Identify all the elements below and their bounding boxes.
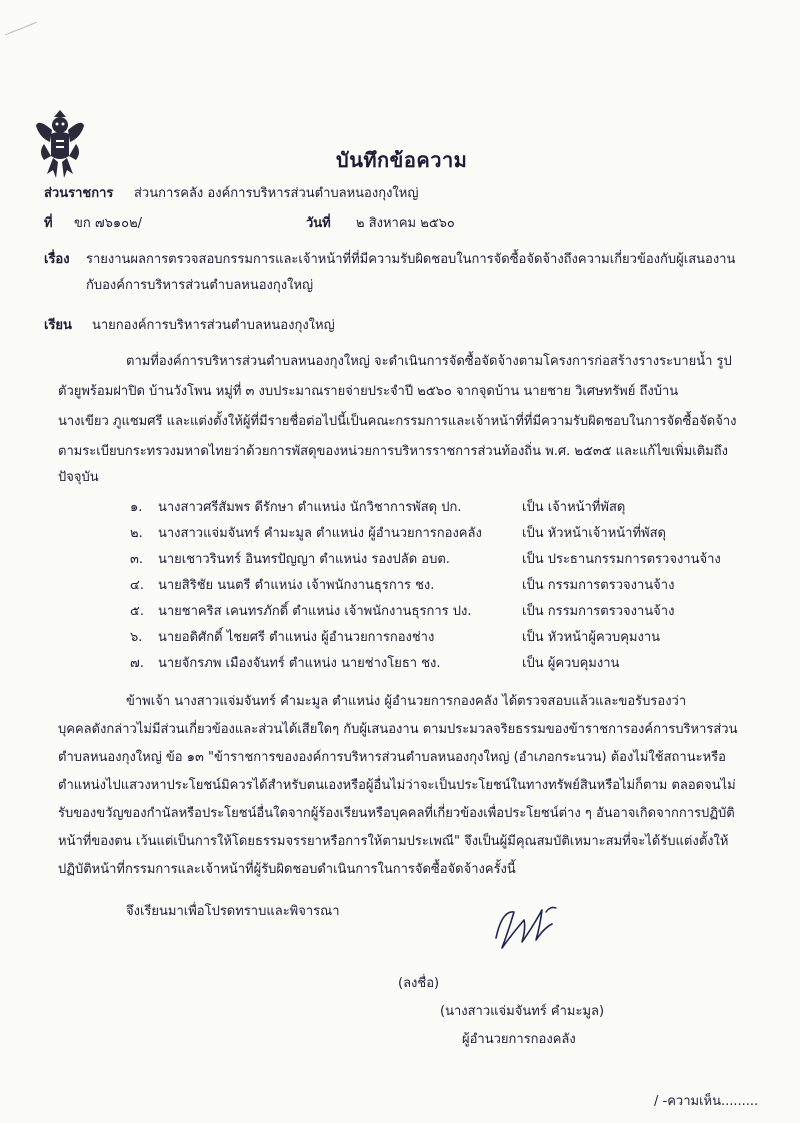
committee-name-4: นายสิริชัย นนตรี ตำแหน่ง เจ้าพนักงานธุรการ ชง. <box>158 578 435 593</box>
committee-name-7: นายจักรภพ เมืองจันทร์ ตำแหน่ง นายช่างโยธา ชง. <box>158 656 441 671</box>
date-label: วันที่ <box>306 216 331 231</box>
committee-num-7: ๗. <box>130 656 144 671</box>
paper-scratch-mark <box>5 22 37 36</box>
committee-name-6: นายอดิศักดิ์ ไชยศรี ตำแหน่ง ผู้อำนวยการกองช่าง <box>158 630 435 645</box>
dept-label: ส่วนราชการ <box>44 186 114 201</box>
date-value: ๒ สิงหาคม ๒๕๖๐ <box>356 216 455 231</box>
garuda-emblem-icon <box>34 108 86 180</box>
ref-value: ขก ๗๖๑๐๒/ <box>74 216 143 231</box>
para2-line-2: บุคคลดังกล่าวไม่มีส่วนเกี่ยวข้องและส่วนได้เสียใดๆ กับผู้เสนองาน ตามประมวลจริยธรรมของข้าราชการองค์การบริหารส่วน <box>58 722 738 737</box>
committee-num-1: ๑. <box>130 500 143 515</box>
para2-line-5: รับของขวัญของกำนัลหรือประโยชน์อื่นใดจากผู้ร้องเรียนหรือบุคคลที่เกี่ยวข้องเพื่อประโยชน์ต่าง ๆ อันอาจเกิดจากการปฏิบัติ <box>58 806 735 821</box>
committee-role-2: เป็น หัวหน้าเจ้าหน้าที่พัสดุ <box>522 526 666 541</box>
committee-role-1: เป็น เจ้าหน้าที่พัสดุ <box>522 500 626 515</box>
para1-line-3: นางเขียว ภูแชมศรี และแต่งตั้งให้ผู้ที่มีรายชื่อต่อไปนี้เป็นคณะกรรมการและเจ้าหน้าที่ที่มีความรับผิดชอบในการจัดซื้อจัดจ้าง <box>58 414 737 429</box>
signer-position: ผู้อำนวยการกองคลัง <box>462 1032 576 1047</box>
committee-role-3: เป็น ประธานกรรมการตรวจงานจ้าง <box>522 552 721 567</box>
memo-title: บันทึกข้อความ <box>336 148 468 172</box>
committee-num-2: ๒. <box>130 526 143 541</box>
para2-line-7: ปฏิบัติหน้าที่กรรมการและเจ้าหน้าที่ผู้รับผิดชอบดำเนินการในการจัดซื้อจัดจ้างครั้งนี้ <box>58 862 516 877</box>
closing-line: จึงเรียนมาเพื่อโปรดทราบและพิจารณา <box>126 904 340 919</box>
committee-role-4: เป็น กรรมการตรวจงานจ้าง <box>522 578 675 593</box>
para1-line-1: ตามที่องค์การบริหารส่วนตำบลหนองกุงใหญ่ จะดำเนินการจัดซื้อจัดจ้างตามโครงการก่อสร้างรางระบายน้ำ รูป <box>126 354 732 369</box>
subject-line-2: กับองค์การบริหารส่วนตำบลหนองกุงใหญ่ <box>86 278 314 293</box>
subject-line-1: รายงานผลการตรวจสอบกรรมการและเจ้าหน้าที่ที่มีความรับผิดชอบในการจัดซื้อจัดจ้างถึงความเกี่ยวข้องกับผู้เสนองาน <box>86 252 736 267</box>
signer-name: (นางสาวแจ่มจันทร์ คำมะมูล) <box>440 1004 605 1019</box>
committee-num-4: ๔. <box>130 578 144 593</box>
to-value: นายกองค์การบริหารส่วนตำบลหนองกุงใหญ่ <box>92 318 335 333</box>
committee-num-5: ๕. <box>130 604 144 619</box>
to-label: เรียน <box>44 318 72 333</box>
committee-name-1: นางสาวศรีสัมพร ดีรักษา ตำแหน่ง นักวิชาการพัสดุ ปก. <box>158 500 462 515</box>
subject-label: เรื่อง <box>44 252 70 267</box>
para2-line-6: หน้าที่ของตน เว้นแต่เป็นการให้โดยธรรมจรรยาหรือการให้ตามประเพณี" จึงเป็นผู้มีคุณสมบัติเหมาะสมที่จะได้รับแต่งตั้งให้ <box>58 834 729 849</box>
ref-label: ที่ <box>44 216 53 231</box>
para2-line-4: ตำแหน่งไปแสวงหาประโยชน์มิควรได้สำหรับตนเองหรือผู้อื่นไม่ว่าจะเป็นประโยชน์ในทางทรัพย์สินหรือไม่ก็ตาม ตลอดจนไม่ <box>58 778 736 793</box>
dept-value: ส่วนการคลัง องค์การบริหารส่วนตำบลหนองกุงใหญ่ <box>134 186 419 201</box>
sign-label: (ลงชื่อ) <box>398 976 440 991</box>
para1-line-2: ตัวยูพร้อมฝาปิด บ้านวังโพน หมู่ที่ ๓ งบประมาณรายจ่ายประจำปี ๒๕๖๐ จากจุดบ้าน นายชาย วิเศษทรัพย์ ถึงบ้าน <box>58 384 679 399</box>
committee-name-3: นายเชาวรินทร์ อินทรปัญญา ตำแหน่ง รองปลัด อบต. <box>158 552 450 567</box>
committee-num-3: ๓. <box>130 552 144 567</box>
committee-name-5: นายชาคริส เคนทรภักดิ์ ตำแหน่ง เจ้าพนักงานธุรการ ปง. <box>158 604 472 619</box>
committee-role-5: เป็น กรรมการตรวจงานจ้าง <box>522 604 675 619</box>
handwritten-signature <box>490 898 580 958</box>
para2-line-1: ข้าพเจ้า นางสาวแจ่มจันทร์ คำมะมูล ตำแหน่ง ผู้อำนวยการกองคลัง ได้ตรวจสอบแล้วและขอรับรองว่า <box>126 694 687 709</box>
committee-role-6: เป็น หัวหน้าผู้ควบคุมงาน <box>522 630 661 645</box>
para1-line-4: ตามระเบียบกระทรวงมหาดไทยว่าด้วยการพัสดุของหน่วยการบริหารราชการส่วนท้องถิ่น พ.ศ. ๒๕๓๕ และแก้ไขเพิ่มเติมถึง <box>58 444 728 459</box>
committee-num-6: ๖. <box>130 630 143 645</box>
committee-name-2: นางสาวแจ่มจันทร์ คำมะมูล ตำแหน่ง ผู้อำนวยการกองคลัง <box>158 526 482 541</box>
continue-note: / -ความเห็น......... <box>654 1094 759 1109</box>
para2-line-3: ตำบลหนองกุงใหญ่ ข้อ ๑๓ "ข้าราชการขององค์การบริหารส่วนตำบลหนองกุงใหญ่ (อำเภอกระนวน) ต้องไม่ใช้สถานะหรือ <box>58 750 726 765</box>
para1-line-5: ปัจจุบัน <box>58 470 99 485</box>
committee-role-7: เป็น ผู้ควบคุมงาน <box>522 656 620 671</box>
